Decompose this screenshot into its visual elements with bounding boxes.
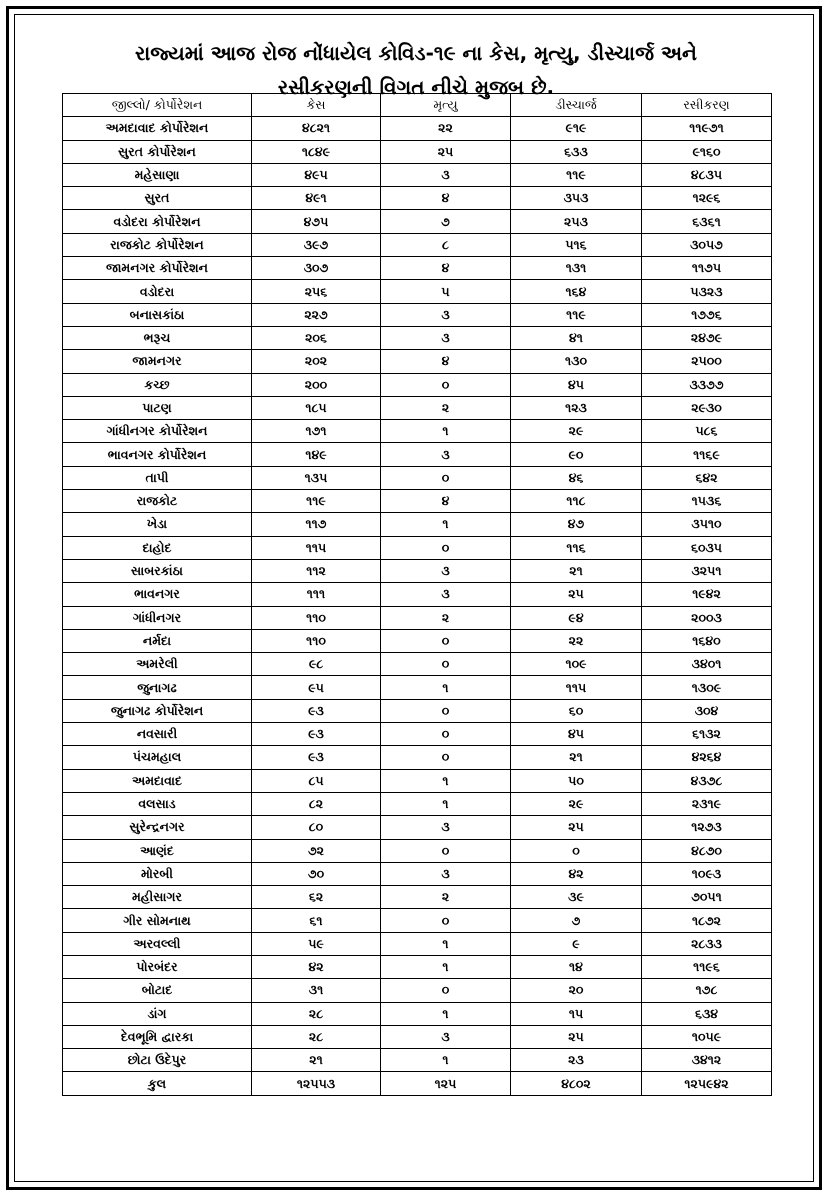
cell-deaths: ૧ xyxy=(381,769,511,792)
header-row xyxy=(63,94,772,117)
cell-cases: ૨૨૭ xyxy=(252,303,381,326)
header-cases: કેસ xyxy=(252,94,381,117)
cell-vaccination: ૧૨૯૬ xyxy=(642,187,772,210)
cell-vaccination: ૭૦૫૧ xyxy=(642,886,772,909)
cell-vaccination: ૨૫૦૦ xyxy=(642,350,772,373)
cell-discharge: ૨૯ xyxy=(511,420,642,443)
cell-deaths: ૦ xyxy=(381,373,511,396)
table-row xyxy=(63,862,772,885)
cell-vaccination: ૧૯૪૨ xyxy=(642,583,772,606)
cell-deaths: ૨ xyxy=(381,396,511,419)
cell-deaths: ૦ xyxy=(381,699,511,722)
cell-cases: ૮૫ xyxy=(252,769,381,792)
cell-district: જુનાગઢ કોર્પોરેશન xyxy=(63,699,252,722)
cell-discharge: ૫૧૬ xyxy=(511,233,642,256)
cell-cases: ૨૫૬ xyxy=(252,280,381,303)
cell-discharge: ૭ xyxy=(511,909,642,932)
cell-cases: ૧૧૯ xyxy=(252,490,381,513)
table-row xyxy=(63,490,772,513)
cell-discharge: ૧૦૯ xyxy=(511,653,642,676)
cell-cases: ૪૨ xyxy=(252,955,381,978)
cell-deaths: ૧ xyxy=(381,792,511,815)
cell-vaccination: ૬૩૬૧ xyxy=(642,210,772,233)
table-row xyxy=(63,466,772,489)
cell-district: જામનગર xyxy=(63,350,252,373)
cell-cases: ૮૦ xyxy=(252,816,381,839)
table-row xyxy=(63,1025,772,1048)
cell-district: પંચમહાલ xyxy=(63,746,252,769)
cell-vaccination: ૪૩૭૮ xyxy=(642,769,772,792)
table-row xyxy=(63,420,772,443)
total-cases: ૧૨૫૫૩ xyxy=(252,1072,381,1095)
table-row xyxy=(63,257,772,280)
total-row xyxy=(63,1072,772,1095)
table-row xyxy=(63,1049,772,1072)
cell-deaths: ૦ xyxy=(381,536,511,559)
cell-district: સુરત xyxy=(63,187,252,210)
cell-district: ખેડા xyxy=(63,513,252,536)
cell-vaccination: ૧૫૩૬ xyxy=(642,490,772,513)
table-row xyxy=(63,816,772,839)
cell-discharge: ૯૦ xyxy=(511,443,642,466)
cell-deaths: ૩ xyxy=(381,163,511,186)
cell-district: ગાંધીનગર xyxy=(63,606,252,629)
table-row xyxy=(63,443,772,466)
cell-cases: ૯૮ xyxy=(252,653,381,676)
cell-cases: ૪૯૫ xyxy=(252,163,381,186)
cell-vaccination: ૧૧૯૬ xyxy=(642,955,772,978)
cell-discharge: ૪૫ xyxy=(511,723,642,746)
cell-vaccination: ૯૧૬૦ xyxy=(642,140,772,163)
cell-vaccination: ૧૬૪૦ xyxy=(642,629,772,652)
cell-district: અમદાવાદ xyxy=(63,769,252,792)
cell-vaccination: ૪૮૭૦ xyxy=(642,839,772,862)
table-row xyxy=(63,723,772,746)
cell-vaccination: ૩૦૪ xyxy=(642,699,772,722)
cell-district: બનાસકાંઠા xyxy=(63,303,252,326)
cell-discharge: ૬૦ xyxy=(511,699,642,722)
cell-discharge: ૨૦ xyxy=(511,979,642,1002)
table-row xyxy=(63,886,772,909)
cell-district: મહીસાગર xyxy=(63,886,252,909)
cell-vaccination: ૩૨૫૧ xyxy=(642,559,772,582)
cell-deaths: ૧ xyxy=(381,420,511,443)
cell-deaths: ૦ xyxy=(381,909,511,932)
cell-discharge: ૦ xyxy=(511,839,642,862)
cell-district: ભરૂચ xyxy=(63,326,252,349)
cell-cases: ૨૧ xyxy=(252,1049,381,1072)
cell-cases: ૨૮ xyxy=(252,1025,381,1048)
table-row xyxy=(63,350,772,373)
cell-vaccination: ૬૩૪ xyxy=(642,1002,772,1025)
cell-vaccination: ૬૧૩૨ xyxy=(642,723,772,746)
cell-deaths: ૩ xyxy=(381,326,511,349)
cell-district: વલસાડ xyxy=(63,792,252,815)
cell-discharge: ૧૫ xyxy=(511,1002,642,1025)
cell-discharge: ૧૨૩ xyxy=(511,396,642,419)
cell-cases: ૩૦૭ xyxy=(252,257,381,280)
cell-district: છોટા ઉદેપુર xyxy=(63,1049,252,1072)
cell-deaths: ૩ xyxy=(381,559,511,582)
cell-deaths: ૨૨ xyxy=(381,117,511,140)
cell-cases: ૯૩ xyxy=(252,746,381,769)
cell-discharge: ૧૧૫ xyxy=(511,676,642,699)
cell-district: ભાવનગર xyxy=(63,583,252,606)
cell-cases: ૨૦૨ xyxy=(252,350,381,373)
cell-deaths: ૦ xyxy=(381,629,511,652)
table-row xyxy=(63,932,772,955)
cell-cases: ૪૭૫ xyxy=(252,210,381,233)
cell-cases: ૨૦૬ xyxy=(252,326,381,349)
cell-cases: ૧૧૧ xyxy=(252,583,381,606)
cell-vaccination: ૫૩૨૩ xyxy=(642,280,772,303)
table-row xyxy=(63,699,772,722)
cell-cases: ૯૩ xyxy=(252,699,381,722)
cell-cases: ૧૧૦ xyxy=(252,606,381,629)
cell-district: સુરેન્દ્રનગર xyxy=(63,816,252,839)
table-row xyxy=(63,140,772,163)
cell-vaccination: ૬૦૩૫ xyxy=(642,536,772,559)
total-discharge: ૪૮૦૨ xyxy=(511,1072,642,1095)
cell-vaccination: ૧૧૬૯ xyxy=(642,443,772,466)
cell-discharge: ૩૫૩ xyxy=(511,187,642,210)
cell-deaths: ૩ xyxy=(381,816,511,839)
cell-vaccination: ૧૭૮ xyxy=(642,979,772,1002)
cell-district: કચ્છ xyxy=(63,373,252,396)
cell-discharge: ૧૪ xyxy=(511,955,642,978)
cell-discharge: ૪૨ xyxy=(511,862,642,885)
cell-discharge: ૫૦ xyxy=(511,769,642,792)
title-line-2: રસીકરણની વિગત નીચે મુજબ છે. xyxy=(277,75,555,99)
table-row xyxy=(63,583,772,606)
cell-vaccination: ૧૩૦૯ xyxy=(642,676,772,699)
cell-discharge: ૧૧૯ xyxy=(511,163,642,186)
cell-vaccination: ૩૦૫૭ xyxy=(642,233,772,256)
cell-discharge: ૯ xyxy=(511,932,642,955)
cell-cases: ૩૯૭ xyxy=(252,233,381,256)
table-row xyxy=(63,326,772,349)
cell-district: દેવભૂમિ દ્વારકા xyxy=(63,1025,252,1048)
cell-cases: ૭૦ xyxy=(252,862,381,885)
cell-deaths: ૮ xyxy=(381,233,511,256)
table-row xyxy=(63,909,772,932)
cell-discharge: ૩૯ xyxy=(511,886,642,909)
total-label: કુલ xyxy=(63,1072,252,1095)
cell-vaccination: ૧૭૭૬ xyxy=(642,303,772,326)
cell-cases: ૧૧૦ xyxy=(252,629,381,652)
table-row xyxy=(63,373,772,396)
cell-discharge: ૯૧૯ xyxy=(511,117,642,140)
cell-cases: ૫૯ xyxy=(252,932,381,955)
cell-cases: ૯૩ xyxy=(252,723,381,746)
cell-deaths: ૧ xyxy=(381,1049,511,1072)
table-row xyxy=(63,210,772,233)
cell-cases: ૬૧ xyxy=(252,909,381,932)
cell-discharge: ૪૭ xyxy=(511,513,642,536)
cell-district: ભાવનગર કોર્પોરેશન xyxy=(63,443,252,466)
cell-deaths: ૧ xyxy=(381,932,511,955)
table-row xyxy=(63,606,772,629)
cell-deaths: ૩ xyxy=(381,583,511,606)
cell-deaths: ૨ xyxy=(381,886,511,909)
header-discharge: ડીસ્ચાર્જ xyxy=(511,94,642,117)
table-row xyxy=(63,187,772,210)
cell-cases: ૧૩૫ xyxy=(252,466,381,489)
cell-vaccination: ૨૮૩૩ xyxy=(642,932,772,955)
cell-district: સુરત કોર્પોરેશન xyxy=(63,140,252,163)
table-row xyxy=(63,955,772,978)
cell-discharge: ૪૫ xyxy=(511,373,642,396)
cell-vaccination: ૩૪૦૧ xyxy=(642,653,772,676)
cell-deaths: ૩ xyxy=(381,303,511,326)
cell-district: નર્મદા xyxy=(63,629,252,652)
cell-discharge: ૨૫૩ xyxy=(511,210,642,233)
cell-cases: ૮૨ xyxy=(252,792,381,815)
table-row xyxy=(63,513,772,536)
cell-discharge: ૬૩૩ xyxy=(511,140,642,163)
cell-cases: ૪૯૧ xyxy=(252,187,381,210)
cell-vaccination: ૨૪૭૯ xyxy=(642,326,772,349)
cell-discharge: ૨૧ xyxy=(511,746,642,769)
cell-deaths: ૨૫ xyxy=(381,140,511,163)
cell-district: જામનગર કોર્પોરેશન xyxy=(63,257,252,280)
cell-vaccination: ૧૧૯૭૧ xyxy=(642,117,772,140)
table-row xyxy=(63,1002,772,1025)
cell-deaths: ૭ xyxy=(381,210,511,233)
cell-vaccination: ૧૦૫૯ xyxy=(642,1025,772,1048)
title-line-1: રાજ્યમાં આજ રોજ નોંધાયેલ કોવિડ-૧૯ ના કેસ, મૃત્યુ, ડીસ્ચાર્જ અને xyxy=(135,41,697,65)
cell-district: અમદાવાદ કોર્પોરેશન xyxy=(63,117,252,140)
cell-vaccination: ૨૩૧૯ xyxy=(642,792,772,815)
cell-deaths: ૧ xyxy=(381,676,511,699)
cell-deaths: ૦ xyxy=(381,839,511,862)
cell-deaths: ૩ xyxy=(381,1025,511,1048)
cell-district: પાટણ xyxy=(63,396,252,419)
cell-cases: ૨૦૦ xyxy=(252,373,381,396)
header-district: જીલ્લો/ કોર્પોરેશન xyxy=(63,94,252,117)
cell-vaccination: ૧૨૭૩ xyxy=(642,816,772,839)
table-row xyxy=(63,839,772,862)
cell-deaths: ૦ xyxy=(381,466,511,489)
cell-vaccination: ૧૮૭૨ xyxy=(642,909,772,932)
cell-district: ગાંધીનગર કોર્પોરેશન xyxy=(63,420,252,443)
table-row xyxy=(63,163,772,186)
cell-discharge: ૧૧૮ xyxy=(511,490,642,513)
table-row xyxy=(63,233,772,256)
cell-deaths: ૪ xyxy=(381,257,511,280)
cell-cases: ૧૮૪૯ xyxy=(252,140,381,163)
cell-deaths: ૩ xyxy=(381,862,511,885)
cell-cases: ૬૨ xyxy=(252,886,381,909)
cell-district: આણંદ xyxy=(63,839,252,862)
cell-cases: ૧૪૯ xyxy=(252,443,381,466)
table-row xyxy=(63,653,772,676)
cell-vaccination: ૪૮૩૫ xyxy=(642,163,772,186)
cell-deaths: ૦ xyxy=(381,653,511,676)
cell-cases: ૧૧૭ xyxy=(252,513,381,536)
cell-cases: ૪૮૨૧ xyxy=(252,117,381,140)
cell-discharge: ૨૫ xyxy=(511,1025,642,1048)
cell-discharge: ૨૩ xyxy=(511,1049,642,1072)
cell-vaccination: ૨૯૩૦ xyxy=(642,396,772,419)
cell-deaths: ૨ xyxy=(381,606,511,629)
cell-deaths: ૪ xyxy=(381,490,511,513)
covid-stats-table xyxy=(62,93,772,1096)
cell-discharge: ૨૯ xyxy=(511,792,642,815)
cell-district: અમરેલી xyxy=(63,653,252,676)
cell-district: જુનાગઢ xyxy=(63,676,252,699)
cell-district: ગીર સોમનાથ xyxy=(63,909,252,932)
cell-deaths: ૪ xyxy=(381,350,511,373)
cell-cases: ૯૫ xyxy=(252,676,381,699)
cell-district: મહેસાણા xyxy=(63,163,252,186)
table-row xyxy=(63,536,772,559)
cell-deaths: ૪ xyxy=(381,187,511,210)
cell-vaccination: ૩૩૭૭ xyxy=(642,373,772,396)
cell-deaths: ૦ xyxy=(381,746,511,769)
cell-deaths: ૧ xyxy=(381,955,511,978)
cell-vaccination: ૪૨૬૪ xyxy=(642,746,772,769)
cell-district: નવસારી xyxy=(63,723,252,746)
cell-deaths: ૫ xyxy=(381,280,511,303)
cell-discharge: ૧૧૯ xyxy=(511,303,642,326)
cell-vaccination: ૩૫૧૦ xyxy=(642,513,772,536)
cell-discharge: ૨૧ xyxy=(511,559,642,582)
cell-cases: ૧૧૫ xyxy=(252,536,381,559)
cell-discharge: ૨૫ xyxy=(511,583,642,606)
cell-district: રાજકોટ કોર્પોરેશન xyxy=(63,233,252,256)
cell-district: અરવલ્લી xyxy=(63,932,252,955)
cell-cases: ૭૨ xyxy=(252,839,381,862)
cell-cases: ૨૮ xyxy=(252,1002,381,1025)
cell-cases: ૧૭૧ xyxy=(252,420,381,443)
table-row xyxy=(63,792,772,815)
cell-discharge: ૧૩૦ xyxy=(511,350,642,373)
total-deaths: ૧૨૫ xyxy=(381,1072,511,1095)
table-row xyxy=(63,746,772,769)
cell-discharge: ૨૨ xyxy=(511,629,642,652)
table-row xyxy=(63,676,772,699)
cell-district: દાહોદ xyxy=(63,536,252,559)
cell-deaths: ૧ xyxy=(381,513,511,536)
cell-deaths: ૦ xyxy=(381,979,511,1002)
cell-district: પોરબંદર xyxy=(63,955,252,978)
cell-district: વડોદરા કોર્પોરેશન xyxy=(63,210,252,233)
cell-district: બોટાદ xyxy=(63,979,252,1002)
cell-vaccination: ૧૦૯૩ xyxy=(642,862,772,885)
cell-district: મોરબી xyxy=(63,862,252,885)
cell-deaths: ૧ xyxy=(381,1002,511,1025)
cell-deaths: ૩ xyxy=(381,443,511,466)
cell-discharge: ૯૪ xyxy=(511,606,642,629)
cell-cases: ૩૧ xyxy=(252,979,381,1002)
cell-vaccination: ૬૪૨ xyxy=(642,466,772,489)
table-row xyxy=(63,117,772,140)
cell-cases: ૧૧૨ xyxy=(252,559,381,582)
cell-discharge: ૪૬ xyxy=(511,466,642,489)
cell-discharge: ૧૧૬ xyxy=(511,536,642,559)
cell-district: વડોદરા xyxy=(63,280,252,303)
cell-vaccination: ૫૮૬ xyxy=(642,420,772,443)
header-vaccination: રસીકરણ xyxy=(642,94,772,117)
table-row xyxy=(63,979,772,1002)
cell-discharge: ૧૬૪ xyxy=(511,280,642,303)
cell-vaccination: ૩૪૧૨ xyxy=(642,1049,772,1072)
cell-discharge: ૨૫ xyxy=(511,816,642,839)
table-row xyxy=(63,303,772,326)
cell-district: સાબરકાંઠા xyxy=(63,559,252,582)
cell-vaccination: ૨૦૦૩ xyxy=(642,606,772,629)
total-vaccination: ૧૨૫૯૪૨ xyxy=(642,1072,772,1095)
cell-vaccination: ૧૧૭૫ xyxy=(642,257,772,280)
cell-district: તાપી xyxy=(63,466,252,489)
cell-discharge: ૪૧ xyxy=(511,326,642,349)
table-row xyxy=(63,396,772,419)
cell-discharge: ૧૩૧ xyxy=(511,257,642,280)
table-row xyxy=(63,280,772,303)
table-row xyxy=(63,559,772,582)
table-body xyxy=(63,117,772,1072)
table-row xyxy=(63,769,772,792)
cell-cases: ૧૮૫ xyxy=(252,396,381,419)
cell-district: રાજકોટ xyxy=(63,490,252,513)
header-deaths: મૃત્યુ xyxy=(381,94,511,117)
cell-district: ડાંગ xyxy=(63,1002,252,1025)
cell-deaths: ૦ xyxy=(381,723,511,746)
table-row xyxy=(63,629,772,652)
